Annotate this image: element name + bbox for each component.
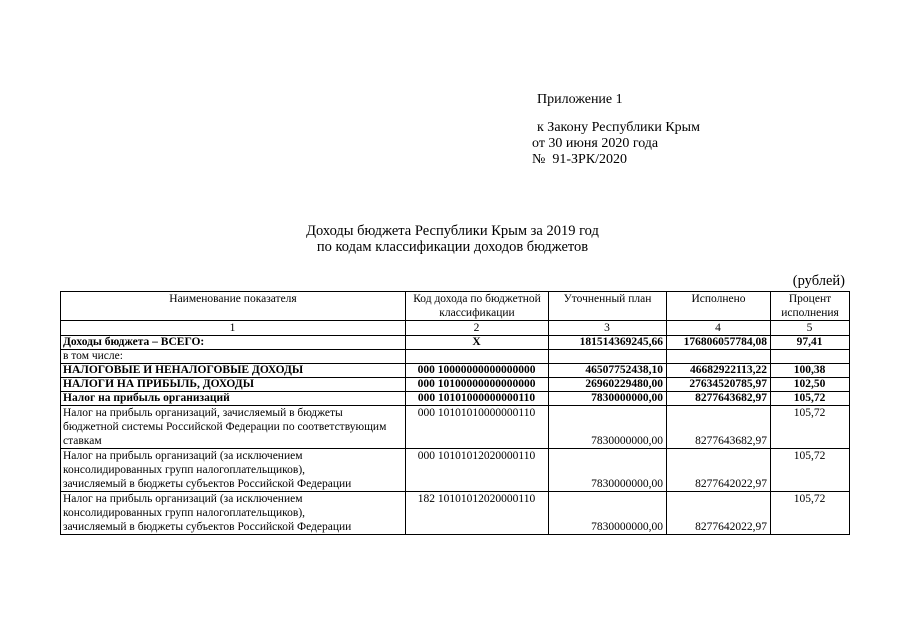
column-number: 5 [771, 321, 850, 336]
header-code: Код дохода по бюджетной классификации [406, 292, 549, 321]
header-plan: Уточненный план [549, 292, 667, 321]
cell-executed: 176806057784,08 [667, 336, 771, 350]
column-number: 4 [667, 321, 771, 336]
table-row-total [61, 336, 850, 350]
cell-plan: 26960229480,00 [549, 378, 667, 392]
cell-code: 182 10101012020000110 [406, 492, 549, 535]
cell-name: Налог на прибыль организаций [61, 392, 406, 406]
cell-plan: 46507752438,10 [549, 364, 667, 378]
cell-percent: 105,72 [771, 492, 850, 535]
cell-name: Налог на прибыль организаций (за исключением консолидированных групп налогоплательщиков), зачисляемый в бюджеты субъектов Российской Федерации [61, 449, 406, 492]
column-number: 3 [549, 321, 667, 336]
cell-executed [667, 350, 771, 364]
table-row [61, 364, 850, 378]
cell-executed: 8277642022,97 [667, 449, 771, 492]
column-number: 2 [406, 321, 549, 336]
table-row [61, 449, 850, 492]
cell-percent: 100,38 [771, 364, 850, 378]
header-name: Наименование показателя [61, 292, 406, 321]
header-percent: Процент исполнения [771, 292, 850, 321]
cell-percent [771, 350, 850, 364]
cell-code: X [406, 336, 549, 350]
table-row [61, 406, 850, 449]
table-header-row [61, 292, 850, 321]
unit-label: (рублей) [792, 273, 845, 289]
cell-executed: 27634520785,97 [667, 378, 771, 392]
cell-name: в том числе: [61, 350, 406, 364]
cell-percent: 105,72 [771, 406, 850, 449]
cell-plan: 7830000000,00 [549, 392, 667, 406]
cell-plan: 7830000000,00 [549, 492, 667, 535]
cell-name: Налог на прибыль организаций (за исключением консолидированных групп налогоплательщиков), зачисляемый в бюджеты субъектов Российской Федерации [61, 492, 406, 535]
header-executed: Исполнено [667, 292, 771, 321]
appendix-date: от 30 июня 2020 года [532, 136, 659, 151]
document-subtitle: по кодам классификации доходов бюджетов [316, 239, 589, 255]
cell-name: Доходы бюджета – ВСЕГО: [61, 336, 406, 350]
table-row [61, 378, 850, 392]
table-row [61, 492, 850, 535]
table-row [61, 392, 850, 406]
cell-percent: 102,50 [771, 378, 850, 392]
cell-plan: 181514369245,66 [549, 336, 667, 350]
cell-percent: 105,72 [771, 392, 850, 406]
cell-code: 000 10000000000000000 [406, 364, 549, 378]
cell-plan: 7830000000,00 [549, 406, 667, 449]
cell-executed: 8277643682,97 [667, 392, 771, 406]
cell-code: 000 10101012020000110 [406, 449, 549, 492]
cell-code: 000 10100000000000000 [406, 378, 549, 392]
cell-executed: 46682922113,22 [667, 364, 771, 378]
cell-code [406, 350, 549, 364]
table-row [61, 350, 850, 364]
cell-executed: 8277643682,97 [667, 406, 771, 449]
cell-code: 000 10101010000000110 [406, 406, 549, 449]
document-title: Доходы бюджета Республики Крым за 2019 год [306, 223, 599, 239]
column-number-row [61, 321, 850, 336]
cell-name: НАЛОГОВЫЕ И НЕНАЛОГОВЫЕ ДОХОДЫ [61, 364, 406, 378]
cell-name: НАЛОГИ НА ПРИБЫЛЬ, ДОХОДЫ [61, 378, 406, 392]
revenue-table [60, 291, 850, 535]
cell-plan: 7830000000,00 [549, 449, 667, 492]
appendix-law: к Закону Республики Крым [537, 120, 700, 135]
cell-percent: 105,72 [771, 449, 850, 492]
cell-executed: 8277642022,97 [667, 492, 771, 535]
appendix-label: Приложение 1 [537, 92, 623, 107]
cell-percent: 97,41 [771, 336, 850, 350]
cell-code: 000 10101000000000110 [406, 392, 549, 406]
cell-name: Налог на прибыль организаций, зачисляемый в бюджеты бюджетной системы Российской Федерации по соответствующим ставкам [61, 406, 406, 449]
column-number: 1 [61, 321, 406, 336]
cell-plan [549, 350, 667, 364]
appendix-number: № 91-ЗРК/2020 [532, 152, 628, 167]
